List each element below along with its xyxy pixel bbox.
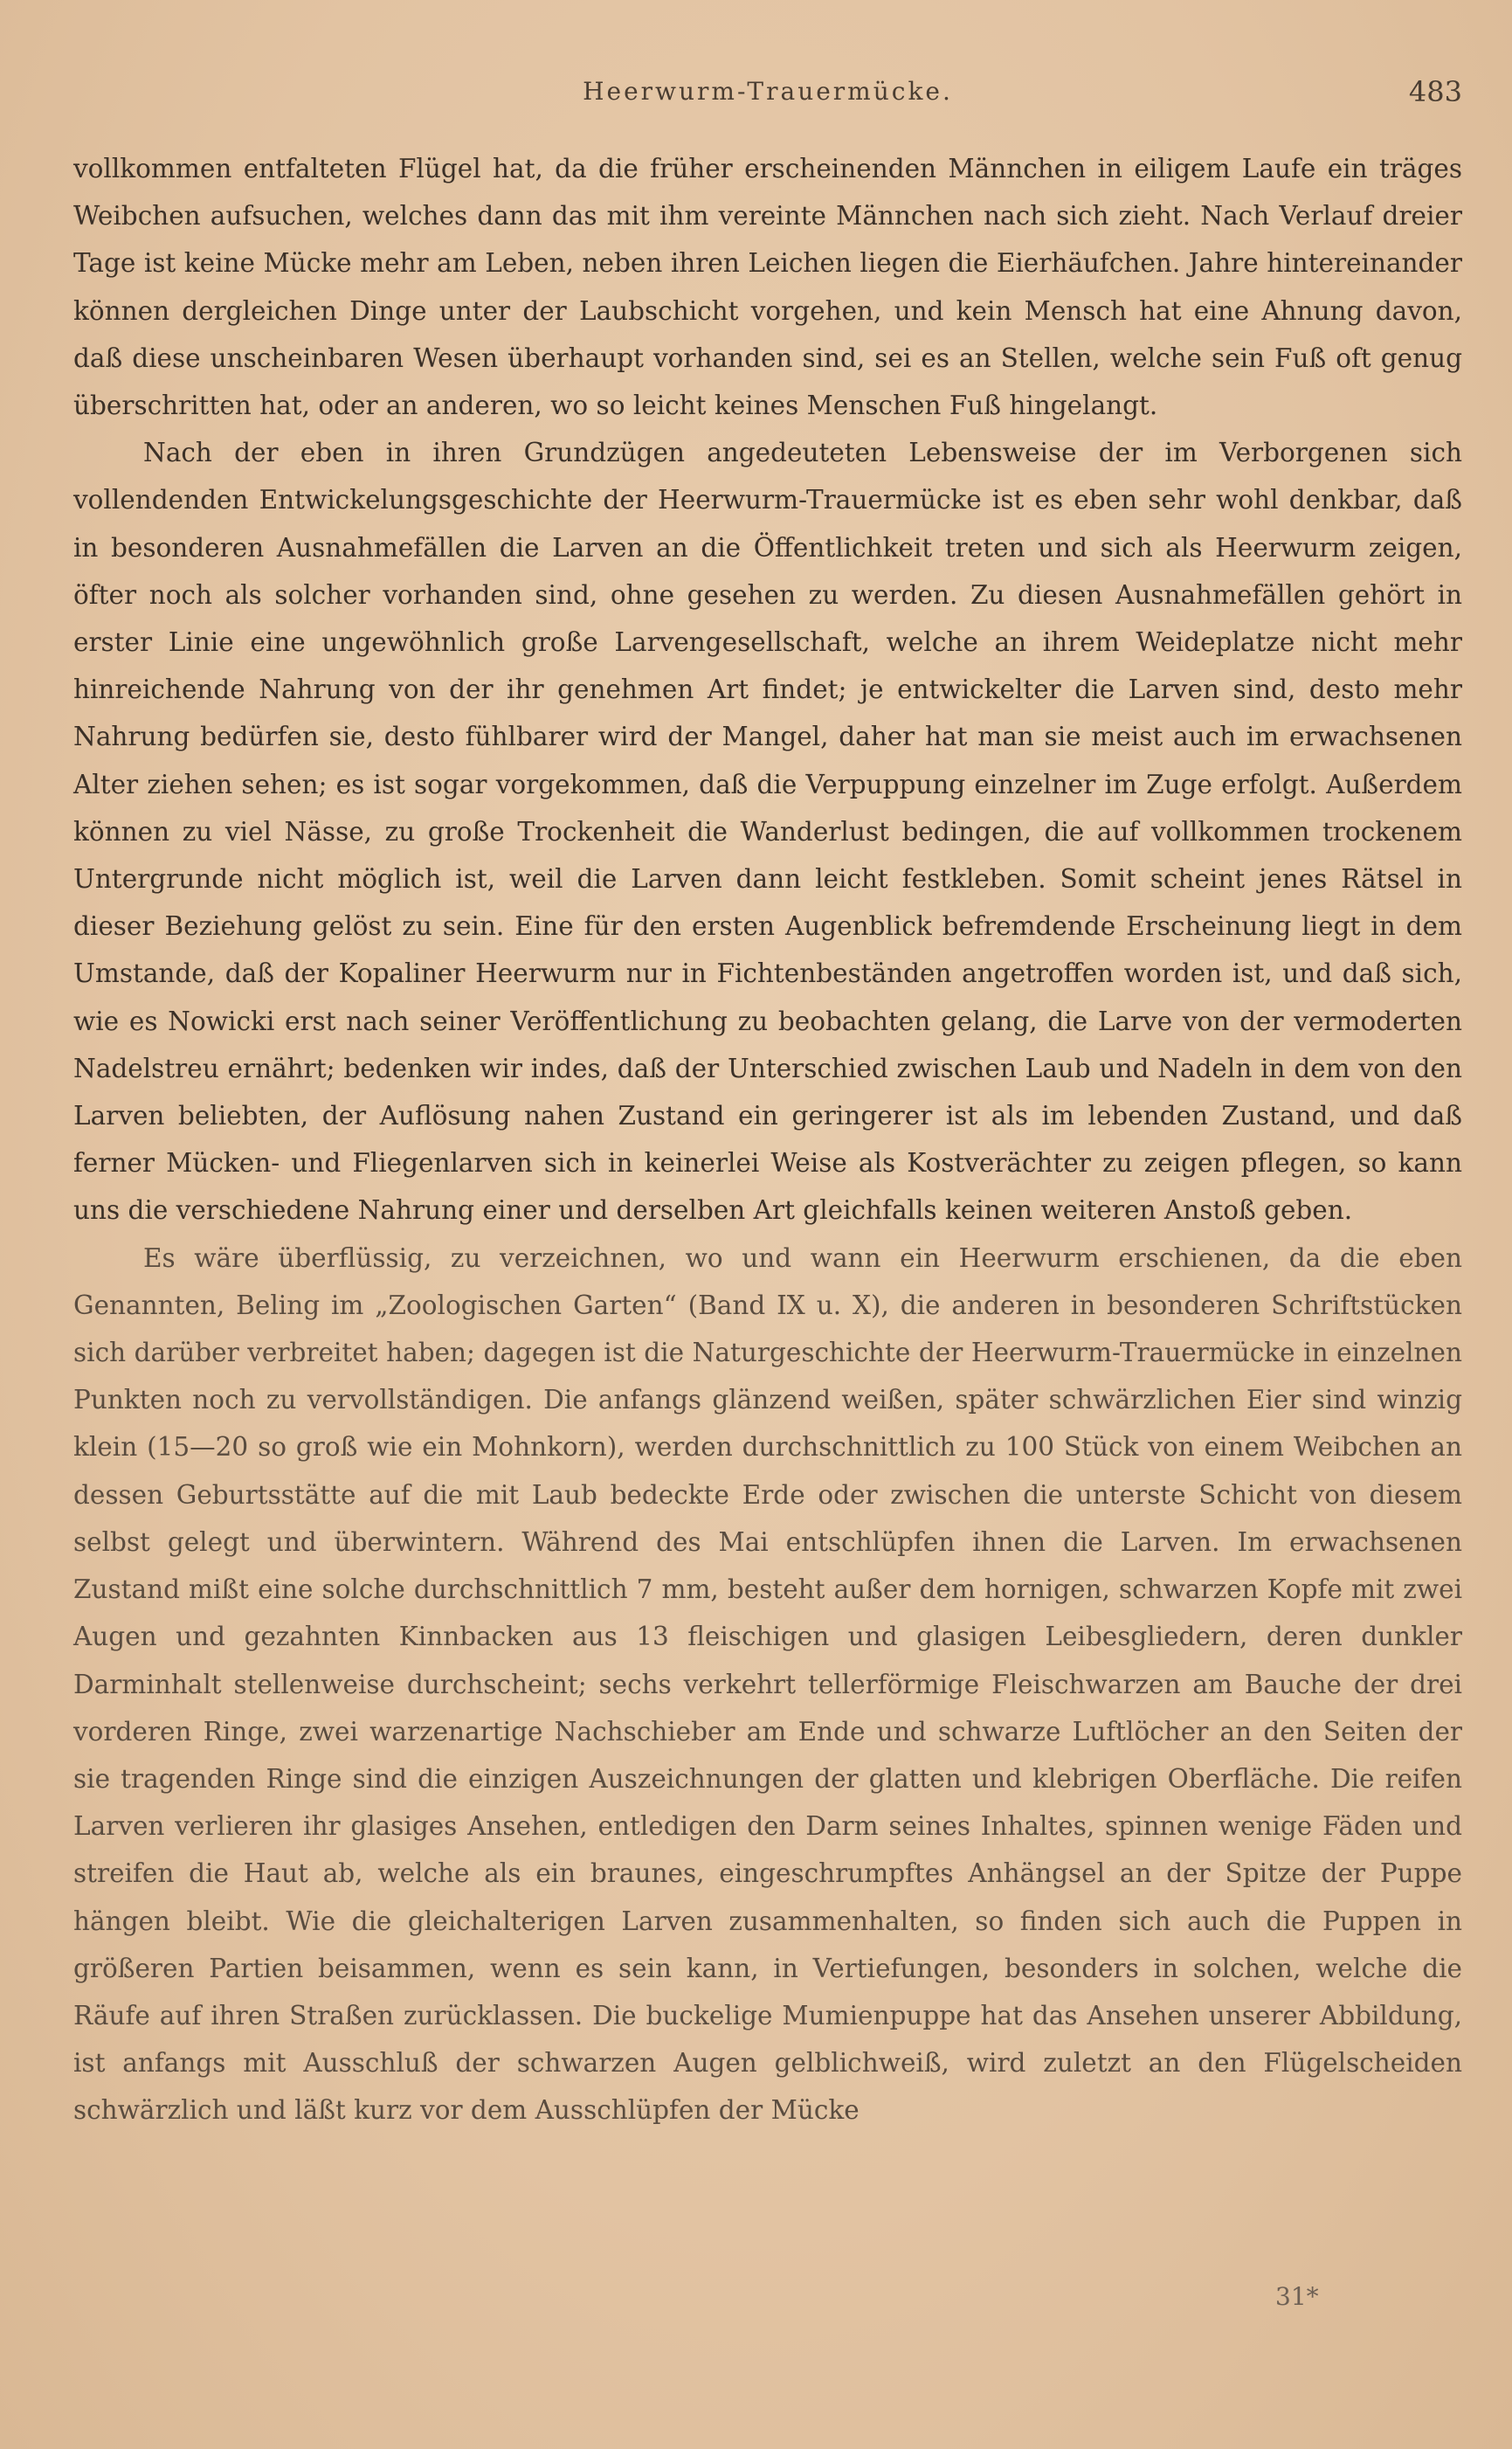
page-number: 483 <box>1408 75 1462 108</box>
paragraph-1: vollkommen entfalteten Flügel hat, da die früher erscheinenden Männchen in eiligem Laufe ein träges Weibchen aufsuchen, welches dann das mit ihm vereinte Männchen nach sich zieht. Nach Verlauf dreier Tage ist keine Mücke mehr am Leben, neben ihren Leichen liegen die Eierhäufchen. Jahre hintereinander können dergleichen Dinge unter der Laubschicht vorgehen, und kein Mensch hat eine Ahnung davon, daß diese unscheinbaren Wesen überhaupt vorhanden sind, sei es an Stellen, welche sein Fuß oft genug überschritten hat, oder an anderen, wo so leicht keines Menschen Fuß hingelangt. <box>73 154 1462 421</box>
running-title: Heerwurm-Trauermücke. <box>583 77 953 106</box>
signature-mark: 31* <box>1275 2282 1319 2311</box>
page-header <box>73 73 1462 117</box>
paragraph-3: Es wäre überflüssig, zu verzeichnen, wo und wann ein Heerwurm erschienen, da die eben Genannten, Beling im „Zoologischen Garten“ (Band IX u. X), die anderen in besonderen Schriftstücken sich darüber verbreitet haben; dagegen ist die Naturgeschichte der Heerwurm-Trauermücke in einzelnen Punkten noch zu vervollständigen. Die anfangs glänzend weißen, später schwärzlichen Eier sind winzig klein (15—20 so groß wie ein Mohnkorn), werden durchschnittlich zu 100 Stück von einem Weibchen an dessen Geburtsstätte auf die mit Laub bedeckte Erde oder zwischen die unterste Schicht von diesem selbst gelegt und überwintern. Während des Mai entschlüpfen ihnen die Larven. Im erwachsenen Zustand mißt eine solche durchschnittlich 7 mm, besteht außer dem hornigen, schwarzen Kopfe mit zwei Augen und gezahnten Kinnbacken aus 13 fleischigen und glasigen Leibesgliedern, deren dunkler Darminhalt stellenweise durchscheint; sechs verkehrt tellerförmige Fleischwarzen am Bauche der drei vorderen Ringe, zwei warzenartige Nachschieber am Ende und schwarze Luftlöcher an den Seiten der sie tragenden Ringe sind die einzigen Auszeichnungen der glatten und klebrigen Oberfläche. Die reifen Larven verlieren ihr glasiges Ansehen, entledigen den Darm seines Inhaltes, spinnen wenige Fäden und streifen die Haut ab, welche als ein braunes, eingeschrumpftes Anhängsel an der Spitze der Puppe hängen bleibt. Wie die gleichalterigen Larven zusammenhalten, so finden sich auch die Puppen in größeren Partien beisammen, wenn es sein kann, in Vertiefungen, besonders in solchen, welche die Räufe auf ihren Straßen zurücklassen. Die buckelige Mumienpuppe hat das Ansehen unserer Abbildung, ist anfangs mit Ausschluß der schwarzen Augen gelblichweiß, wird zuletzt an den Flügelscheiden schwärzlich und läßt kurz vor dem Ausschlüpfen der Mücke <box>73 1242 1462 2126</box>
paragraph-2: Nach der eben in ihren Grundzügen angedeuteten Lebensweise der im Verborgenen sich vollendenden Entwickelungsgeschichte der Heerwurm-Trauermücke ist es eben sehr wohl denkbar, daß in besonderen Ausnahmefällen die Larven an die Öffentlichkeit treten und sich als Heerwurm zeigen, öfter noch als solcher vorhanden sind, ohne gesehen zu werden. Zu diesen Ausnahmefällen gehört in erster Linie eine ungewöhnlich große Larvengesellschaft, welche an ihrem Weideplatze nicht mehr hinreichende Nahrung von der ihr genehmen Art findet; je entwickelter die Larven sind, desto mehr Nahrung bedürfen sie, desto fühlbarer wird der Mangel, daher hat man sie meist auch im erwachsenen Alter ziehen sehen; es ist sogar vorgekommen, daß die Verpuppung einzelner im Zuge erfolgt. Außerdem können zu viel Nässe, zu große Trockenheit die Wanderlust bedingen, die auf vollkommen trockenem Untergrunde nicht möglich ist, weil die Larven dann leicht festkleben. Somit scheint jenes Rätsel in dieser Beziehung gelöst zu sein. Eine für den ersten Augenblick befremdende Erscheinung liegt in dem Umstande, daß der Kopaliner Heerwurm nur in Fichtenbeständen angetroffen worden ist, und daß sich, wie es Nowicki erst nach seiner Veröffentlichung zu beobachten gelang, die Larve von der vermoderten Nadelstreu ernährt; bedenken wir indes, daß der Unterschied zwischen Laub und Nadeln in dem von den Larven beliebten, der Auflösung nahen Zustand ein geringerer ist als im lebenden Zustand, und daß ferner Mücken- und Fliegenlarven sich in keinerlei Weise als Kostverächter zu zeigen pflegen, so kann uns die verschiedene Nahrung einer und derselben Art gleichfalls keinen weiteren Anstoß geben. <box>73 438 1462 1226</box>
body-text <box>73 145 1462 2134</box>
